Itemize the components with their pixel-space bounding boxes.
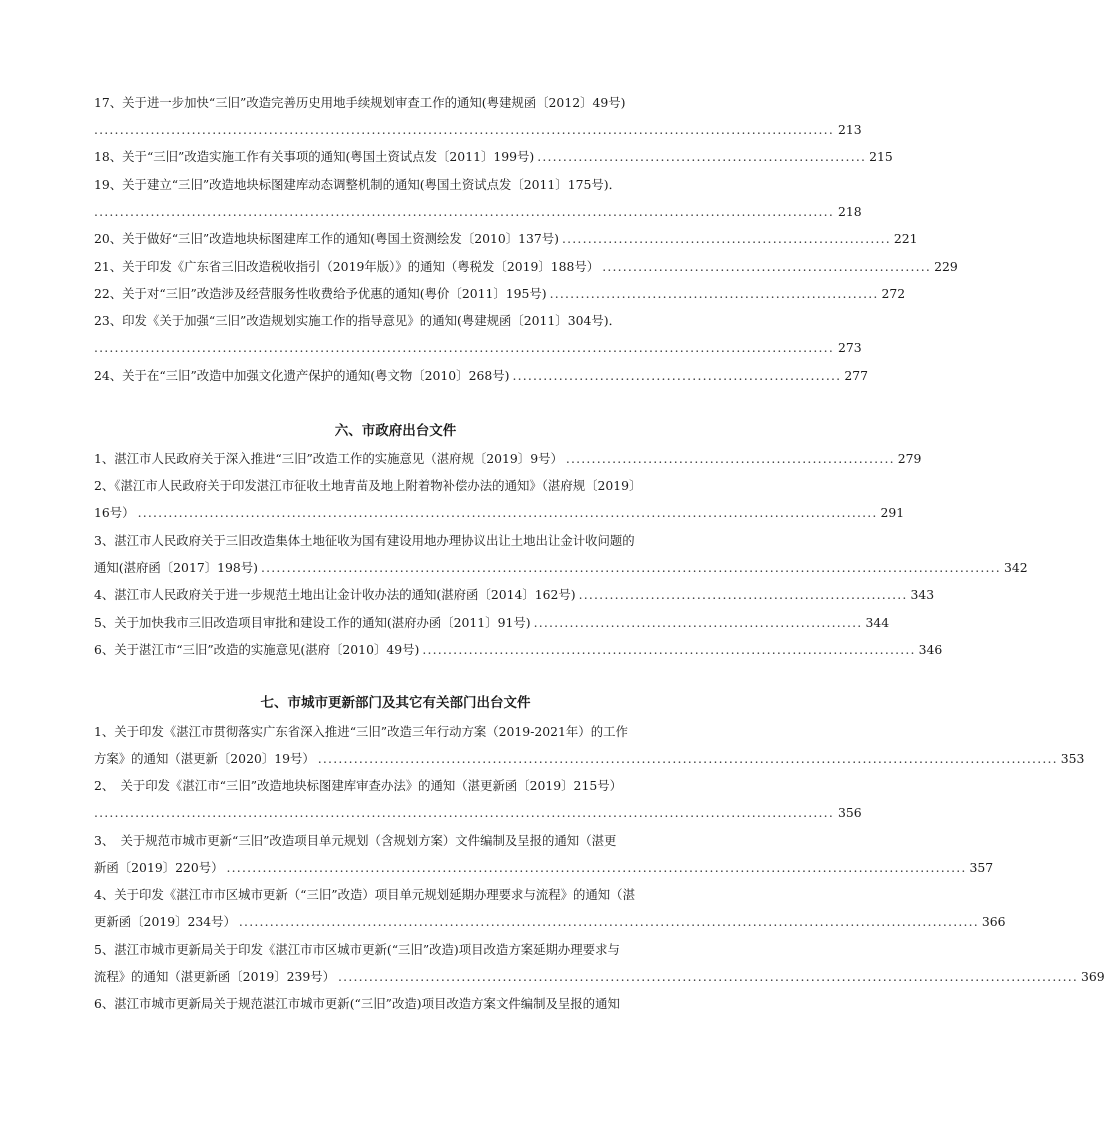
toc-leader-19: ................................................................................................................................................ 218 <box>94 202 697 222</box>
page-number: 229 <box>934 259 958 274</box>
page-number: 344 <box>865 615 890 630</box>
page-number: 369 <box>1081 969 1105 984</box>
toc-entry-7-1-cont: 方案》的通知（湛更新〔2020〕19号） ................................................................................................................................................ 353 <box>94 749 697 769</box>
toc-entry-17[interactable]: 17、关于进一步加快“三旧”改造完善历史用地手续规划审查工作的通知(粤建规函〔2012〕49号) <box>94 95 626 110</box>
page-number: 215 <box>869 149 893 164</box>
page-number: 342 <box>1003 560 1028 575</box>
page-number: 218 <box>837 204 862 219</box>
toc-entry-7-3-cont: 新函〔2019〕220号） ................................................................................................................................................ 357 <box>94 858 697 878</box>
toc-entry-6-2-cont: 16号） ................................................................................................................................................ 291 <box>94 503 697 523</box>
toc-entry-7-5-cont: 流程》的通知（湛更新函〔2019〕239号） ................................................................................................................................................ 369 <box>94 967 697 987</box>
toc-entry-7-2[interactable]: 2、 关于印发《湛江市“三旧”改造地块标图建库审查办法》的通知（湛更新函〔2019〕215号） <box>94 778 622 793</box>
page-number: 279 <box>897 451 922 466</box>
toc-entry-7-3[interactable]: 3、 关于规范市城市更新“三旧”改造项目单元规划（含规划方案）文件编制及呈报的通知（湛更 <box>94 833 617 848</box>
toc-entry-7-5[interactable]: 5、湛江市城市更新局关于印发《湛江市市区城市更新(“三旧”改造)项目改造方案延期办理要求与 <box>94 942 620 957</box>
toc-entry-6-2[interactable]: 2、《湛江市人民政府关于印发湛江市征收土地青苗及地上附着物补偿办法的通知》（湛府规〔2019〕 <box>94 478 642 493</box>
page-number: 366 <box>981 914 1006 929</box>
section-heading-six: 六、市政府出台文件 <box>334 423 457 439</box>
toc-leader-23: ................................................................................................................................................ 273 <box>94 338 697 358</box>
page-number: 353 <box>1060 751 1085 766</box>
page-number: 346 <box>918 642 943 657</box>
page-number: 221 <box>893 231 918 246</box>
page-number: 357 <box>969 860 994 875</box>
toc-entry-6-5[interactable]: 5、关于加快我市三旧改造项目审批和建设工作的通知(湛府办函〔2011〕91号) ................................................................ 344 <box>94 613 697 633</box>
toc-leader-17: ................................................................................................................................................ 213 <box>94 120 697 140</box>
toc-entry-18[interactable]: 18、关于“三旧”改造实施工作有关事项的通知(粤国土资试点发〔2011〕199号) ................................................................ 215 <box>94 147 697 167</box>
page-number: 273 <box>837 340 862 355</box>
toc-leader-7-2: ................................................................................................................................................ 356 <box>94 803 697 823</box>
toc-entry-7-4-cont: 更新函〔2019〕234号） ................................................................................................................................................ 366 <box>94 912 697 932</box>
page-number: 343 <box>910 587 935 602</box>
toc-entry-6-3[interactable]: 3、湛江市人民政府关于三旧改造集体土地征收为国有建设用地办理协议出让土地出让金计收问题的 <box>94 533 635 548</box>
toc-entry-7-1[interactable]: 1、关于印发《湛江市贯彻落实广东省深入推进“三旧”改造三年行动方案（2019-2021年）的工作 <box>94 724 628 739</box>
toc-entry-7-6[interactable]: 6、湛江市城市更新局关于规范湛江市城市更新(“三旧”改造)项目改造方案文件编制及呈报的通知 <box>94 996 620 1011</box>
toc-entry-24[interactable]: 24、关于在“三旧”改造中加强文化遗产保护的通知(粤文物〔2010〕268号) ................................................................ 277 <box>94 366 697 386</box>
toc-entry-19[interactable]: 19、关于建立“三旧”改造地块标图建库动态调整机制的通知(粤国土资试点发〔2011〕175号)． <box>94 177 621 192</box>
page-number: 356 <box>837 805 862 820</box>
toc-entry-6-1[interactable]: 1、湛江市人民政府关于深入推进“三旧”改造工作的实施意见（湛府规〔2019〕9号） ................................................................ 279 <box>94 449 697 469</box>
page-number: 291 <box>880 505 905 520</box>
toc-entry-21[interactable]: 21、关于印发《广东省三旧改造税收指引（2019年版）》的通知（粤税发〔2019〕188号） ................................................................ 229 <box>94 257 697 277</box>
page-number: 272 <box>881 286 906 301</box>
toc-entry-23[interactable]: 23、印发《关于加强“三旧”改造规划实施工作的指导意见》的通知(粤建规函〔2011〕304号)． <box>94 313 621 328</box>
toc-entry-20[interactable]: 20、关于做好“三旧”改造地块标图建库工作的通知(粤国土资测绘发〔2010〕137号) ................................................................ 221 <box>94 229 697 249</box>
section-heading-seven: 七、市城市更新部门及其它有关部门出台文件 <box>260 695 531 711</box>
toc-entry-7-4[interactable]: 4、关于印发《湛江市市区城市更新（“三旧”改造）项目单元规划延期办理要求与流程》的通知（湛 <box>94 887 635 902</box>
toc-entry-6-3-cont: 通知(湛府函〔2017〕198号) ................................................................................................................................................ 342 <box>94 558 697 578</box>
toc-entry-6-6[interactable]: 6、关于湛江市“三旧”改造的实施意见(湛府〔2010〕49号) ................................................................................................ 346 <box>94 640 697 660</box>
page-number: 277 <box>844 368 868 383</box>
page-number: 213 <box>837 122 862 137</box>
toc-entry-6-4[interactable]: 4、湛江市人民政府关于进一步规范土地出让金计收办法的通知(湛府函〔2014〕162号) ................................................................ 343 <box>94 585 697 605</box>
toc-entry-22[interactable]: 22、关于对“三旧”改造涉及经营服务性收费给予优惠的通知(粤价〔2011〕195号) ................................................................ 272 <box>94 284 697 304</box>
